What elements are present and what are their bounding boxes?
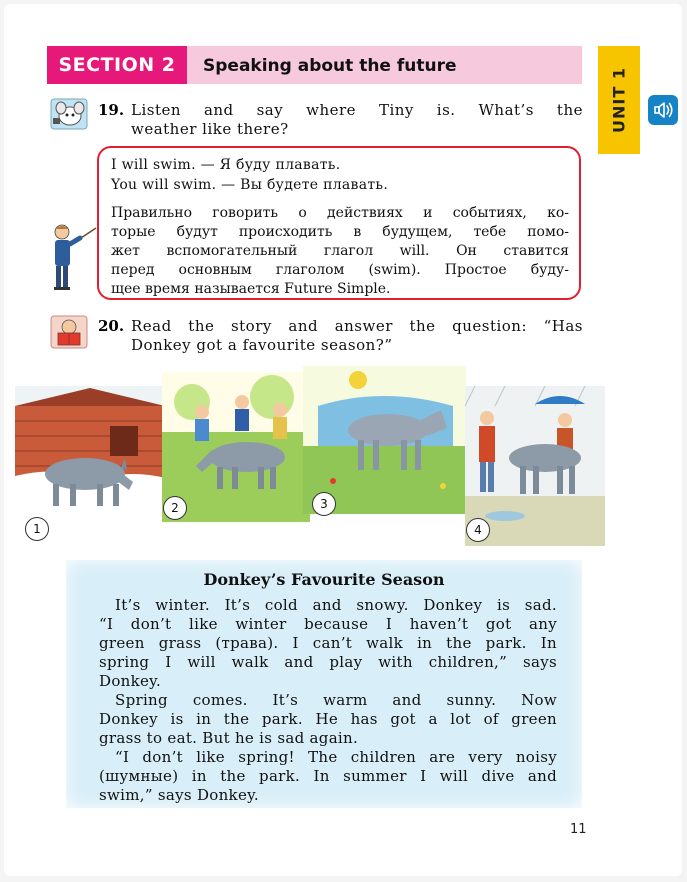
exercise-19-number: 19. (98, 101, 125, 119)
story-line: It’s winter. It’s cold and snowy. Donkey is sad. (115, 596, 557, 614)
rule-line: Правильно говорить о действиях и событиях, ко- (111, 205, 569, 221)
story-title: Donkey’s Favourite Season (203, 570, 445, 589)
rule-example-2: You will swim. — Вы будете плавать. (111, 177, 389, 193)
story-line: green grass (трава). I can’t walk in the park. In (99, 634, 557, 652)
grammar-rule-box (97, 146, 581, 300)
audio-button[interactable] (648, 95, 678, 125)
rule-line: жет вспомогательный глагол will. Он ставится (111, 243, 569, 259)
rule-line: торые будут происходить в будущем, тебе помо- (111, 224, 569, 240)
listening-icon (50, 98, 88, 130)
speaker-icon (648, 95, 678, 125)
story-line: grass to eat. But he is sad again. (99, 729, 359, 747)
section-badge: SECTION 2 (47, 46, 187, 84)
rule-line: перед основным глаголом (swim). Простое буду- (111, 262, 569, 278)
story-line: Spring comes. It’s warm and sunny. Now (115, 691, 557, 709)
story-line: Donkey is in the park. He has got a lot of green (99, 710, 557, 728)
story-line: (шумные) in the park. In summer I will dive and (99, 767, 557, 785)
story-box (66, 560, 582, 808)
rule-example-1: I will swim. — Я буду плавать. (111, 157, 341, 173)
exercise-20-number: 20. (98, 317, 125, 335)
teacher-icon (50, 222, 98, 292)
section-title: Speaking about the future (187, 46, 582, 84)
picture-2-number: 2 (163, 496, 187, 520)
story-line: Donkey. (99, 672, 162, 690)
rule-line: щее время называется Future Simple. (111, 281, 391, 297)
picture-4-number: 4 (466, 518, 490, 542)
unit-tab-label: UNIT 1 (609, 67, 629, 133)
story-text (99, 596, 557, 805)
story-line: spring I will walk and play with children,” says (99, 653, 557, 671)
picture-winter (15, 386, 165, 526)
exercise-20-line-2: Donkey got a favourite season?” (131, 336, 393, 354)
picture-3-number: 3 (312, 492, 336, 516)
exercise-20-line-1: Read the story and answer the question: “Has (131, 317, 583, 335)
page-number: 11 (570, 822, 587, 837)
exercise-19-line-1: Listen and say where Tiny is. What’s the (131, 101, 583, 119)
story-line: “I don’t like winter because I haven’t got any (99, 615, 557, 633)
unit-tab (598, 46, 640, 154)
story-line: “I don’t like spring! The children are very noisy (115, 748, 557, 766)
picture-1-number: 1 (25, 517, 49, 541)
exercise-19-line-2: weather like there? (131, 120, 289, 138)
story-line: swim,” says Donkey. (99, 786, 259, 804)
rule-explanation (111, 204, 569, 299)
reading-icon (50, 315, 88, 349)
